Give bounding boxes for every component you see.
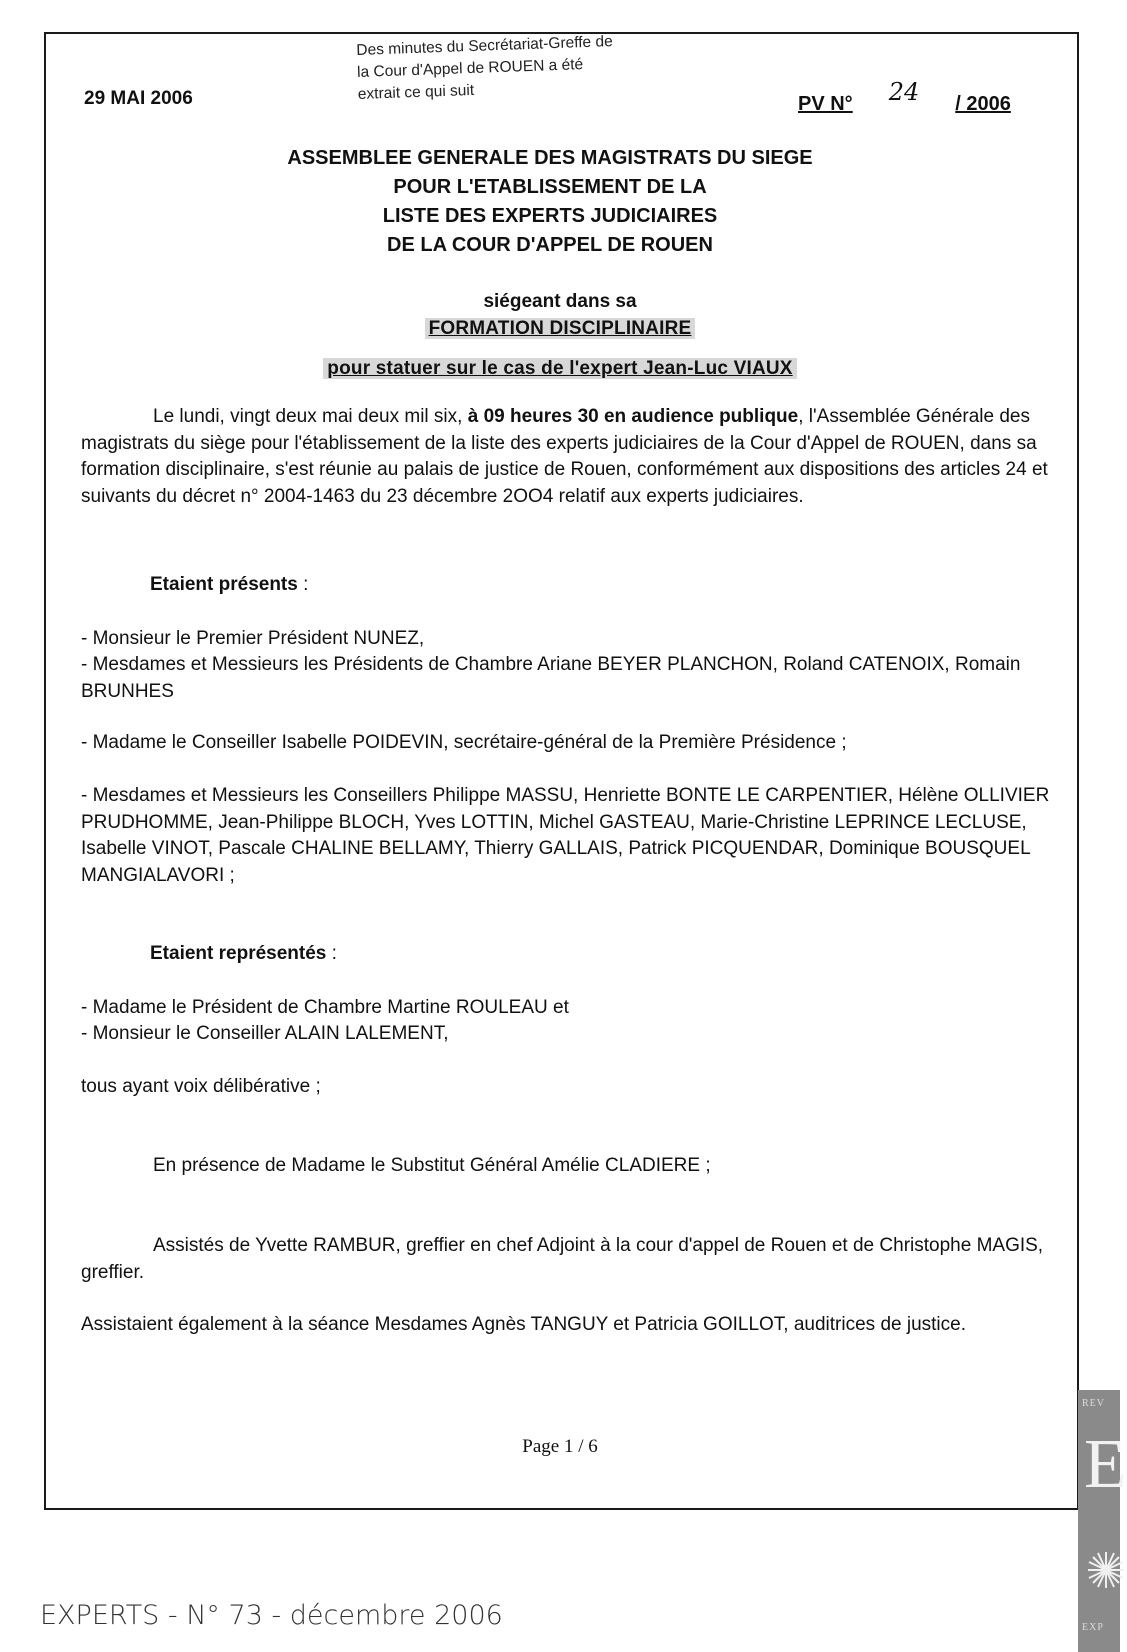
title-line-2: POUR L'ETABLISSEMENT DE LA: [393, 176, 707, 198]
voix-deliberative: tous ayant voix délibérative ;: [81, 1076, 321, 1097]
document-title: [0, 144, 1110, 260]
presents-item-2: - Mesdames et Messieurs les Présidents de Chambre Ariane BEYER PLANCHON, Roland CATENOIX, Romain BRUNHES: [81, 654, 1021, 702]
stamp-line-2: la Cour d'Appel de ROUEN a été: [356, 56, 584, 81]
stamp-line-3: extrait ce qui suit: [357, 81, 475, 103]
presents-item-3: - Madame le Conseiller Isabelle POIDEVIN, secrétaire-général de la Première Présidence ;: [81, 732, 847, 753]
statuer-line: pour statuer sur le cas de l'expert Jean-Luc VIAUX: [323, 358, 796, 379]
logo-letter: E: [1084, 1426, 1127, 1503]
magazine-logo: [1078, 1390, 1127, 1652]
stamp-line-1: Des minutes du Secrétariat-Greffe de: [356, 33, 613, 59]
presents-item-1: - Monsieur le Premier Président NUNEZ,: [81, 628, 425, 649]
statuer-block: [0, 354, 1120, 383]
intro-part-a: Le lundi, vingt deux mai deux mil six,: [153, 406, 468, 427]
logo-top-text: REV: [1082, 1398, 1105, 1409]
assistaient-paragraph: Assistaient également à la séance Mesdames Agnès TANGUY et Patricia GOILLOT, auditrices de justice.: [81, 1314, 966, 1335]
assistes-paragraph: Assistés de Yvette RAMBUR, greffier en chef Adjoint à la cour d'appel de Rouen et de Christophe MAGIS, greffier.: [81, 1235, 1044, 1283]
presence-substitut: En présence de Madame le Substitut Général Amélie CLADIERE ;: [153, 1155, 711, 1176]
formation-block: [0, 288, 1120, 342]
intro-paragraph: [81, 404, 1059, 510]
magazine-footer: EXPERTS - N° 73 - décembre 2006: [40, 1600, 503, 1631]
pv-year: / 2006: [955, 93, 1011, 115]
pv-label: PV N°: [798, 93, 853, 115]
represented-heading: Etaient représentés :: [150, 943, 337, 964]
represented-item-1: - Madame le Président de Chambre Martine ROULEAU et: [81, 997, 569, 1018]
title-line-4: DE LA COUR D'APPEL DE ROUEN: [387, 234, 713, 256]
intro-part-c: , l'Assemblée Générale des magistrats du siège pour l'établissement de la liste des experts judiciaires de la Cour d'Appel de ROUEN, dans sa formation disciplinaire, s'est réunie au palais de justice de Rouen, conformément aux dispositions des articles 24 et suivants du décret n° 2004-1463 du 23 décembre 2OO4 relatif aux experts judiciaires.: [81, 406, 1048, 507]
presents-heading: Etaient présents :: [150, 574, 309, 595]
clerk-stamp: [356, 31, 615, 106]
sunburst-icon: [1086, 1550, 1126, 1590]
page-number: Page 1 / 6: [522, 1436, 598, 1457]
title-line-3: LISTE DES EXPERTS JUDICIAIRES: [382, 205, 718, 227]
logo-bottom-text: EXP: [1082, 1622, 1104, 1633]
presents-item-4: - Mesdames et Messieurs les Conseillers Philippe MASSU, Henriette BONTE LE CARPENTIER, Hélène OLLIVIER PRUDHOMME, Jean-Philippe BLOCH, Yves LOTTIN, Michel GASTEAU, Marie-Christine LEPRINCE LECLUSE, Isabelle VINOT, Pascale CHALINE BELLAMY, Thierry GALLAIS, Patrick PICQUENDAR, Dominique BOUSQUEL MANGIALAVORI ;: [81, 785, 1050, 886]
pv-number-handwritten: 24: [888, 78, 920, 106]
intro-part-bold: à 09 heures 30 en audience publique: [467, 406, 799, 427]
title-line-1: ASSEMBLEE GENERALE DES MAGISTRATS DU SIEGE: [287, 147, 813, 169]
document-date: 29 MAI 2006: [84, 88, 193, 109]
represented-item-2: - Monsieur le Conseiller ALAIN LALEMENT,: [81, 1023, 449, 1044]
pv-reference: [798, 78, 1011, 116]
formation-disciplinaire: FORMATION DISCIPLINAIRE: [425, 318, 696, 339]
siegeant-line: siégeant dans sa: [483, 291, 637, 312]
